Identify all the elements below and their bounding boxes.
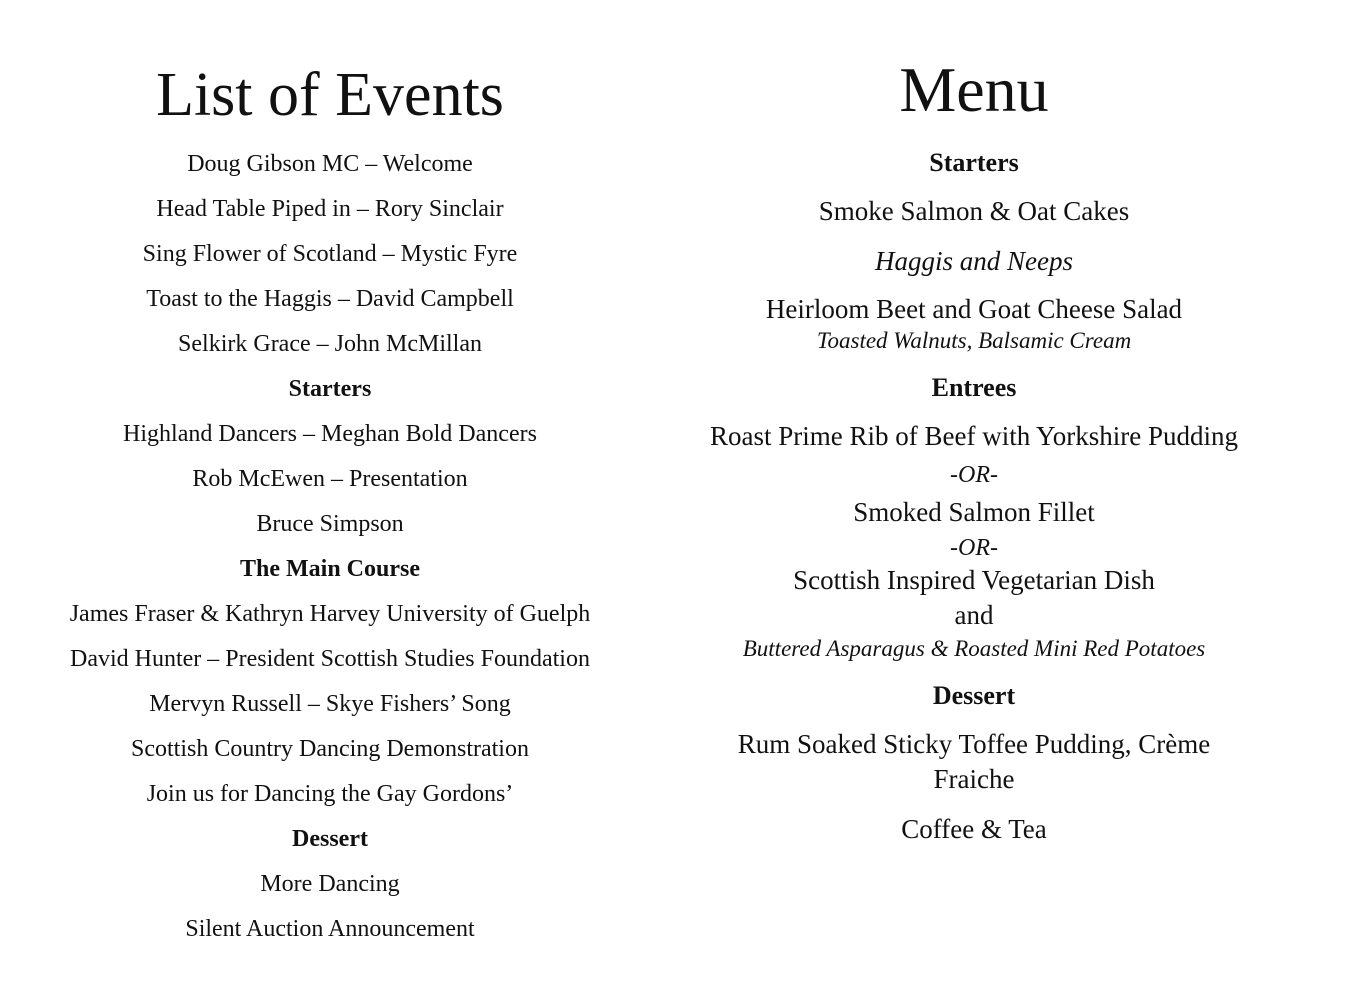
- event-line: Bruce Simpson: [256, 511, 404, 537]
- menu-item: Roast Prime Rib of Beef with Yorkshire Pudding: [709, 421, 1238, 451]
- event-line: Head Table Piped in – Rory Sinclair: [156, 196, 504, 222]
- event-line: Toast to the Haggis – David Campbell: [146, 286, 514, 312]
- menu-title: Menu: [899, 54, 1049, 125]
- menu-item: Smoke Salmon & Oat Cakes: [818, 196, 1130, 226]
- event-line: Rob McEwen – Presentation: [192, 466, 468, 492]
- event-line: Doug Gibson MC – Welcome: [187, 151, 473, 177]
- menu-and-separator: and: [954, 600, 994, 630]
- event-line: Join us for Dancing the Gay Gordons’: [146, 781, 514, 807]
- event-section-heading: Starters: [288, 376, 372, 402]
- menu-item: Fraiche: [933, 764, 1015, 794]
- menu-item: Coffee & Tea: [901, 814, 1047, 844]
- menu-item: Heirloom Beet and Goat Cheese Salad: [765, 294, 1183, 324]
- menu-item: Rum Soaked Sticky Toffee Pudding, Crème: [737, 729, 1211, 759]
- menu-section-heading-starters: Starters: [929, 148, 1019, 177]
- menu-section-heading-entrees: Entrees: [931, 373, 1017, 402]
- event-line: Scottish Country Dancing Demonstration: [131, 736, 529, 762]
- menu-or-separator: -OR-: [950, 535, 998, 561]
- menu-or-separator: -OR-: [950, 462, 998, 488]
- events-title: List of Events: [156, 61, 504, 129]
- event-line: Mervyn Russell – Skye Fishers’ Song: [149, 691, 511, 717]
- menu-item: Haggis and Neeps: [875, 246, 1073, 276]
- event-section-heading: Dessert: [292, 826, 368, 852]
- event-line: Highland Dancers – Meghan Bold Dancers: [123, 421, 537, 447]
- event-line: Selkirk Grace – John McMillan: [178, 331, 482, 357]
- event-line: David Hunter – President Scottish Studies Foundation: [70, 646, 590, 672]
- menu-item: Smoked Salmon Fillet: [853, 497, 1095, 527]
- menu-item: Scottish Inspired Vegetarian Dish: [793, 565, 1155, 595]
- event-line: James Fraser & Kathryn Harvey University of Guelph: [69, 601, 591, 627]
- event-line: More Dancing: [260, 871, 400, 897]
- menu-item-detail: Buttered Asparagus & Roasted Mini Red Potatoes: [742, 636, 1206, 661]
- event-section-heading: The Main Course: [240, 556, 420, 582]
- menu-section-heading-dessert: Dessert: [932, 681, 1016, 710]
- menu-item-detail: Toasted Walnuts, Balsamic Cream: [816, 328, 1132, 353]
- event-line: Sing Flower of Scotland – Mystic Fyre: [142, 241, 518, 267]
- event-line: Silent Auction Announcement: [185, 916, 475, 942]
